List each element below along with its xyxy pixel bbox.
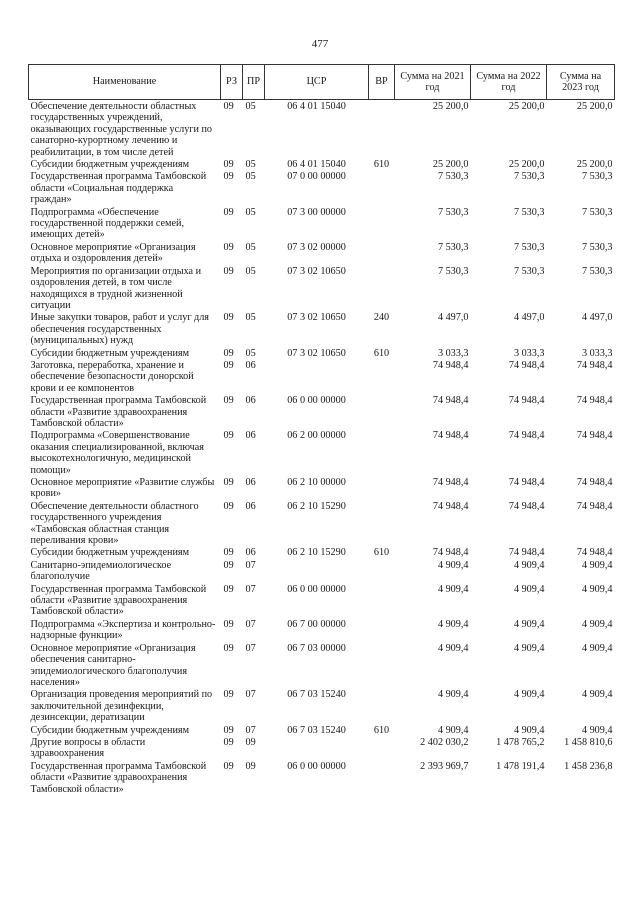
table-row [29, 688, 615, 723]
table-row [29, 500, 615, 547]
cell-vr [369, 583, 395, 618]
cell-csr: 06 4 01 15040 [287, 159, 346, 171]
cell-sum-2022: 25 200,0 [508, 101, 545, 112]
cell-vr [369, 642, 395, 689]
cell-name: Организация проведения мероприятий по заключительной дезинфекции, дезинсекции, дератизации [30, 689, 213, 724]
cell-pr: 05 [245, 347, 256, 359]
cell-sum-2022: 25 200,0 [508, 159, 545, 171]
cell-sum-2023: 7 530,3 [581, 265, 613, 277]
cell-sum-2023: 1 458 810,6 [564, 736, 613, 748]
cell-vr [369, 760, 395, 795]
cell-pr: 05 [245, 101, 256, 112]
table-row [29, 736, 615, 760]
table-row [29, 311, 615, 346]
cell-pr: 06 [245, 477, 256, 488]
table-row [29, 394, 615, 429]
cell-rz: 09 [223, 500, 234, 512]
cell-csr: 06 2 10 00000 [287, 477, 346, 488]
cell-name: Субсидии бюджетным учреждениям [30, 347, 190, 359]
cell-rz: 09 [223, 395, 234, 407]
cell-csr [265, 359, 369, 394]
cell-name: Санитарно-эпидемиологическое благополучие [30, 559, 172, 583]
header-pr: ПР [243, 65, 265, 100]
cell-vr [369, 265, 395, 312]
cell-vr: 610 [373, 724, 390, 736]
cell-vr: 610 [373, 347, 390, 359]
cell-sum-2022: 4 497,0 [513, 312, 545, 324]
cell-sum-2021: 2 402 030,2 [420, 736, 469, 748]
cell-sum-2023: 74 948,4 [576, 430, 613, 442]
cell-csr: 06 0 00 00000 [287, 760, 346, 772]
cell-rz: 09 [223, 583, 234, 595]
cell-vr [369, 736, 395, 760]
cell-rz: 09 [223, 159, 234, 171]
cell-csr: 07 3 02 10650 [287, 347, 346, 359]
cell-csr: 06 0 00 00000 [287, 395, 346, 407]
cell-sum-2023: 74 948,4 [576, 395, 613, 407]
cell-sum-2021: 7 530,3 [437, 241, 469, 253]
cell-sum-2021: 74 948,4 [432, 547, 469, 559]
cell-csr: 07 3 00 00000 [287, 206, 346, 218]
cell-sum-2022: 3 033,3 [513, 347, 545, 359]
cell-sum-2022: 7 530,3 [513, 171, 545, 183]
cell-rz: 09 [223, 171, 234, 183]
cell-sum-2022: 4 909,4 [513, 559, 545, 571]
cell-sum-2023: 4 909,4 [581, 559, 613, 571]
cell-sum-2021: 74 948,4 [432, 430, 469, 442]
table-row [29, 241, 615, 265]
table-row [29, 265, 615, 312]
cell-rz: 09 [223, 359, 234, 371]
cell-pr: 05 [245, 241, 256, 253]
cell-sum-2022: 4 909,4 [513, 689, 545, 701]
cell-sum-2021: 4 909,4 [437, 642, 469, 654]
cell-name: Государственная программа Тамбовской области «Развитие здравоохранения Тамбовской области» [30, 760, 207, 795]
cell-pr: 06 [245, 359, 256, 371]
cell-csr: 06 2 10 15290 [287, 500, 346, 512]
cell-pr: 06 [245, 430, 256, 442]
cell-sum-2021: 7 530,3 [437, 171, 469, 183]
cell-rz: 09 [223, 206, 234, 218]
cell-name: Обеспечение деятельности областных государственных учреждений, оказывающих государственные услуги по санаторно-курортному лечению и реабилитации, в том числе детей [30, 101, 213, 158]
cell-vr [369, 618, 395, 642]
cell-pr: 07 [245, 618, 256, 630]
header-csr: ЦСР [265, 65, 369, 100]
cell-rz: 09 [223, 689, 234, 701]
cell-sum-2021: 4 909,4 [437, 559, 469, 571]
cell-sum-2021: 3 033,3 [437, 347, 469, 359]
cell-name: Обеспечение деятельности областного государственного учреждения «Тамбовская областная станция переливания крови» [30, 500, 199, 547]
cell-csr: 06 7 03 15240 [287, 689, 346, 701]
cell-sum-2023: 4 909,4 [581, 618, 613, 630]
cell-sum-2022: 1 478 191,4 [496, 760, 545, 772]
cell-rz: 09 [223, 642, 234, 654]
cell-sum-2022: 74 948,4 [508, 359, 545, 371]
cell-csr: 06 7 00 00000 [287, 618, 346, 630]
cell-pr: 07 [245, 583, 256, 595]
header-sum-2021: Сумма на 2021 год [395, 65, 471, 100]
cell-sum-2021: 4 909,4 [437, 689, 469, 701]
cell-pr: 07 [245, 689, 256, 701]
cell-name: Государственная программа Тамбовской области «Социальная поддержка граждан» [30, 171, 207, 206]
cell-sum-2022: 4 909,4 [513, 724, 545, 736]
cell-sum-2021: 74 948,4 [432, 395, 469, 407]
cell-pr: 09 [245, 760, 256, 772]
table-row [29, 559, 615, 583]
cell-pr: 05 [245, 312, 256, 324]
cell-csr: 06 7 03 00000 [287, 642, 346, 654]
cell-rz: 09 [223, 430, 234, 442]
cell-sum-2021: 4 909,4 [437, 583, 469, 595]
cell-vr [369, 100, 395, 159]
table-row [29, 724, 615, 736]
cell-csr: 07 3 02 10650 [287, 312, 346, 324]
header-name: Наименование [29, 65, 221, 100]
cell-sum-2023: 74 948,4 [576, 547, 613, 559]
cell-rz: 09 [223, 618, 234, 630]
cell-sum-2022: 74 948,4 [508, 430, 545, 442]
cell-pr: 06 [245, 395, 256, 407]
cell-rz: 09 [223, 736, 234, 748]
cell-sum-2023: 1 458 236,8 [564, 760, 613, 772]
cell-name: Подпрограмма «Совершенствование оказания специализированной, включая высокотехнологичную, медицинской помощи» [30, 430, 204, 476]
cell-sum-2023: 4 909,4 [581, 583, 613, 595]
cell-csr [265, 559, 369, 583]
cell-rz: 09 [223, 760, 234, 772]
cell-vr: 240 [373, 312, 390, 324]
table-row [29, 158, 615, 170]
cell-name: Основное мероприятие «Организация обеспечения санитарно-эпидемиологического благополучия населения» [30, 642, 196, 688]
cell-vr [369, 476, 395, 500]
cell-sum-2021: 25 200,0 [432, 159, 469, 171]
cell-name: Субсидии бюджетным учреждениям [30, 547, 190, 559]
cell-name: Иные закупки товаров, работ и услуг для обеспечения государственных (муниципальных) нужд [30, 312, 209, 347]
cell-sum-2023: 25 200,0 [576, 101, 613, 112]
table-row [29, 618, 615, 642]
cell-sum-2023: 74 948,4 [576, 359, 613, 371]
table-row [29, 170, 615, 205]
cell-sum-2021: 7 530,3 [437, 265, 469, 277]
cell-sum-2022: 74 948,4 [508, 395, 545, 407]
cell-csr: 06 7 03 15240 [287, 724, 346, 736]
cell-rz: 09 [223, 241, 234, 253]
table-row [29, 359, 615, 394]
cell-csr: 06 0 00 00000 [287, 583, 346, 595]
cell-pr: 09 [245, 736, 256, 748]
cell-sum-2022: 7 530,3 [513, 206, 545, 218]
header-rz: РЗ [221, 65, 243, 100]
cell-rz: 09 [223, 724, 234, 736]
cell-sum-2023: 25 200,0 [576, 159, 613, 171]
cell-vr [369, 394, 395, 429]
cell-sum-2023: 4 909,4 [581, 642, 613, 654]
cell-sum-2021: 4 909,4 [437, 618, 469, 630]
cell-rz: 09 [223, 265, 234, 277]
cell-name: Мероприятия по организации отдыха и оздоровления детей, в том числе находящихся в трудной жизненной ситуации [30, 265, 202, 311]
cell-sum-2022: 74 948,4 [508, 477, 545, 488]
cell-sum-2021: 2 393 969,7 [420, 760, 469, 772]
cell-sum-2022: 1 478 765,2 [496, 736, 545, 748]
cell-name: Основное мероприятие «Организация отдыха и оздоровления детей» [30, 241, 196, 265]
cell-vr [369, 429, 395, 476]
cell-name: Подпрограмма «Экспертиза и контрольно-надзорные функции» [30, 618, 216, 642]
table-row [29, 583, 615, 618]
cell-csr: 07 3 02 00000 [287, 241, 346, 253]
table-header [29, 65, 615, 100]
cell-csr: 06 4 01 15040 [287, 101, 346, 112]
cell-csr: 07 0 00 00000 [287, 171, 346, 183]
table-row [29, 429, 615, 476]
cell-sum-2023: 4 909,4 [581, 689, 613, 701]
table-row [29, 760, 615, 795]
cell-rz: 09 [223, 101, 234, 112]
header-sum-2023: Сумма на 2023 год [547, 65, 615, 100]
cell-sum-2022: 74 948,4 [508, 547, 545, 559]
cell-name: Подпрограмма «Обеспечение государственной поддержки семей, имеющих детей» [30, 206, 185, 241]
cell-pr: 05 [245, 265, 256, 277]
cell-vr [369, 559, 395, 583]
cell-pr: 05 [245, 206, 256, 218]
table-body [29, 100, 615, 795]
cell-vr [369, 359, 395, 394]
cell-rz: 09 [223, 547, 234, 559]
cell-rz: 09 [223, 477, 234, 488]
cell-sum-2022: 4 909,4 [513, 642, 545, 654]
cell-csr: 07 3 02 10650 [287, 265, 346, 277]
cell-sum-2022: 74 948,4 [508, 500, 545, 512]
cell-name: Государственная программа Тамбовской области «Развитие здравоохранения Тамбовской области» [30, 583, 207, 618]
cell-sum-2021: 74 948,4 [432, 477, 469, 488]
cell-name: Основное мероприятие «Развитие службы крови» [30, 477, 215, 500]
cell-vr: 610 [373, 159, 390, 171]
header-sum-2022: Сумма на 2022 год [471, 65, 547, 100]
cell-sum-2021: 4 497,0 [437, 312, 469, 324]
cell-rz: 09 [223, 347, 234, 359]
cell-sum-2021: 74 948,4 [432, 359, 469, 371]
cell-vr [369, 206, 395, 241]
cell-vr [369, 500, 395, 547]
cell-sum-2023: 7 530,3 [581, 206, 613, 218]
table-row [29, 546, 615, 558]
page-number: 477 [311, 38, 329, 50]
cell-sum-2023: 7 530,3 [581, 241, 613, 253]
cell-sum-2021: 4 909,4 [437, 724, 469, 736]
budget-table [28, 64, 615, 795]
cell-csr: 06 2 10 15290 [287, 547, 346, 559]
cell-sum-2022: 4 909,4 [513, 583, 545, 595]
cell-name: Другие вопросы в области здравоохранения [30, 736, 146, 760]
cell-rz: 09 [223, 559, 234, 571]
cell-name: Субсидии бюджетным учреждениям [30, 159, 190, 171]
cell-name: Заготовка, переработка, хранение и обеспечение безопасности донорской крови и ее компонентов [30, 359, 194, 394]
cell-pr: 07 [245, 724, 256, 736]
cell-sum-2022: 4 909,4 [513, 618, 545, 630]
cell-vr [369, 170, 395, 205]
table-row [29, 100, 615, 159]
cell-pr: 06 [245, 500, 256, 512]
cell-rz: 09 [223, 312, 234, 324]
cell-sum-2022: 7 530,3 [513, 265, 545, 277]
cell-name: Субсидии бюджетным учреждениям [30, 724, 190, 736]
table-row [29, 476, 615, 500]
cell-pr: 05 [245, 171, 256, 183]
cell-sum-2023: 74 948,4 [576, 500, 613, 512]
cell-pr: 05 [245, 159, 256, 171]
cell-sum-2021: 25 200,0 [432, 101, 469, 112]
cell-csr: 06 2 00 00000 [287, 430, 346, 442]
cell-sum-2023: 4 497,0 [581, 312, 613, 324]
cell-sum-2023: 7 530,3 [581, 171, 613, 183]
cell-pr: 07 [245, 559, 256, 571]
cell-sum-2023: 74 948,4 [576, 477, 613, 488]
cell-vr: 610 [373, 547, 390, 559]
cell-pr: 07 [245, 642, 256, 654]
cell-sum-2023: 3 033,3 [581, 347, 613, 359]
table-row [29, 347, 615, 359]
cell-name: Государственная программа Тамбовской области «Развитие здравоохранения Тамбовской области» [30, 395, 207, 429]
cell-pr: 06 [245, 547, 256, 559]
cell-vr [369, 241, 395, 265]
cell-vr [369, 688, 395, 723]
table-row [29, 642, 615, 689]
cell-sum-2021: 7 530,3 [437, 206, 469, 218]
table-row [29, 206, 615, 241]
cell-sum-2021: 74 948,4 [432, 500, 469, 512]
header-vr: ВР [369, 65, 395, 100]
cell-sum-2022: 7 530,3 [513, 241, 545, 253]
cell-csr [265, 736, 369, 760]
cell-sum-2023: 4 909,4 [581, 724, 613, 736]
